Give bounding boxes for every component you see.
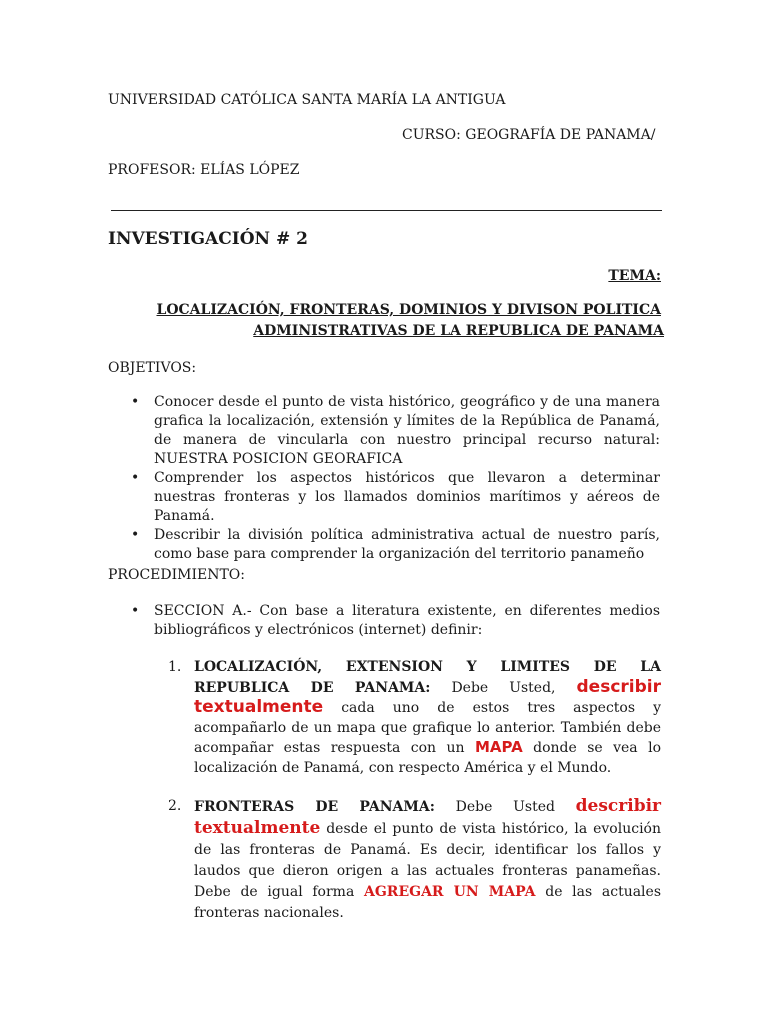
item-text: desde el punto de vista histórico, la evolución de las fronteras de Panamá. Es decir, identificar los fallos y laudos que dieron origen a las actuales fronteras panameñas. Debe de igual forma	[194, 821, 661, 900]
highlight-text: describir textualmente	[194, 676, 661, 717]
objectives-list	[112, 393, 660, 564]
tema-line-2: ADMINISTRATIVAS DE LA REPUBLICA DE PANAMA	[253, 323, 664, 339]
highlight-text: MAPA	[474, 738, 523, 756]
section-a-item: • SECCION A.- Con base a literatura existente, en diferentes medios bibliográficos y electrónicos (internet) definir:	[112, 602, 660, 640]
objective-item: • Conocer desde el punto de vista histórico, geográfico y de una manera grafica la localización, extensión y límites de la República de Panamá, de manera de vincularla con nuestro principal recurso natural: NUESTRA POSICION GEORAFICA	[112, 393, 660, 469]
item-number: 2.	[168, 798, 182, 814]
university-name: UNIVERSIDAD CATÓLICA SANTA MARÍA LA ANTIGUA	[108, 92, 506, 108]
item-heading-colon: :	[429, 799, 435, 815]
procedure-heading: PROCEDIMIENTO:	[108, 567, 245, 583]
objective-item: • Comprender los aspectos históricos que llevaron a determinar nuestras fronteras y los llamados dominios marítimos y aéreos de Panamá.	[112, 469, 660, 526]
item-text: Debe Usted	[434, 799, 576, 815]
objective-item: • Describir la división política administrativa actual de nuestro parís, como base para comprender la organización del territorio panameño	[112, 526, 660, 564]
item-heading: FRONTERAS DE PANAMA	[194, 799, 430, 815]
highlight-text: describir textualmente	[194, 796, 661, 838]
numbered-item-localizacion	[168, 658, 661, 778]
professor-name: PROFESOR: ELÍAS LÓPEZ	[108, 162, 300, 178]
procedure-list	[112, 602, 660, 640]
item-number: 1.	[168, 659, 182, 675]
numbered-list	[168, 658, 661, 778]
item-heading-colon: :	[425, 679, 431, 696]
highlight-text: AGREGAR UN MAPA	[363, 884, 536, 900]
header-divider	[111, 210, 662, 211]
item-text: de las actuales fronteras nacionales.	[194, 884, 662, 921]
item-heading: LOCALIZACIÓN, EXTENSION Y LIMITES DE LA REPUBLICA DE PANAMA	[194, 659, 661, 696]
tema-label: TEMA:	[608, 268, 661, 284]
tema-line-1: LOCALIZACIÓN, FRONTERAS, DOMINIOS Y DIVISON POLITICA	[156, 302, 661, 318]
item-text: cada uno de estos tres aspectos y acompañarlo de un mapa que grafique lo anterior. También debe acompañar estas respuesta con un	[194, 700, 661, 756]
objectives-heading: OBJETIVOS:	[108, 360, 197, 376]
numbered-item-fronteras	[168, 796, 661, 924]
document-title: INVESTIGACIÓN # 2	[108, 229, 308, 249]
numbered-list-2	[168, 796, 661, 924]
course-name: CURSO: GEOGRAFÍA DE PANAMA/	[402, 127, 656, 143]
item-text: donde se vea lo localización de Panamá, con respecto América y el Mundo.	[194, 740, 661, 776]
item-text: Debe Usted,	[430, 679, 577, 696]
